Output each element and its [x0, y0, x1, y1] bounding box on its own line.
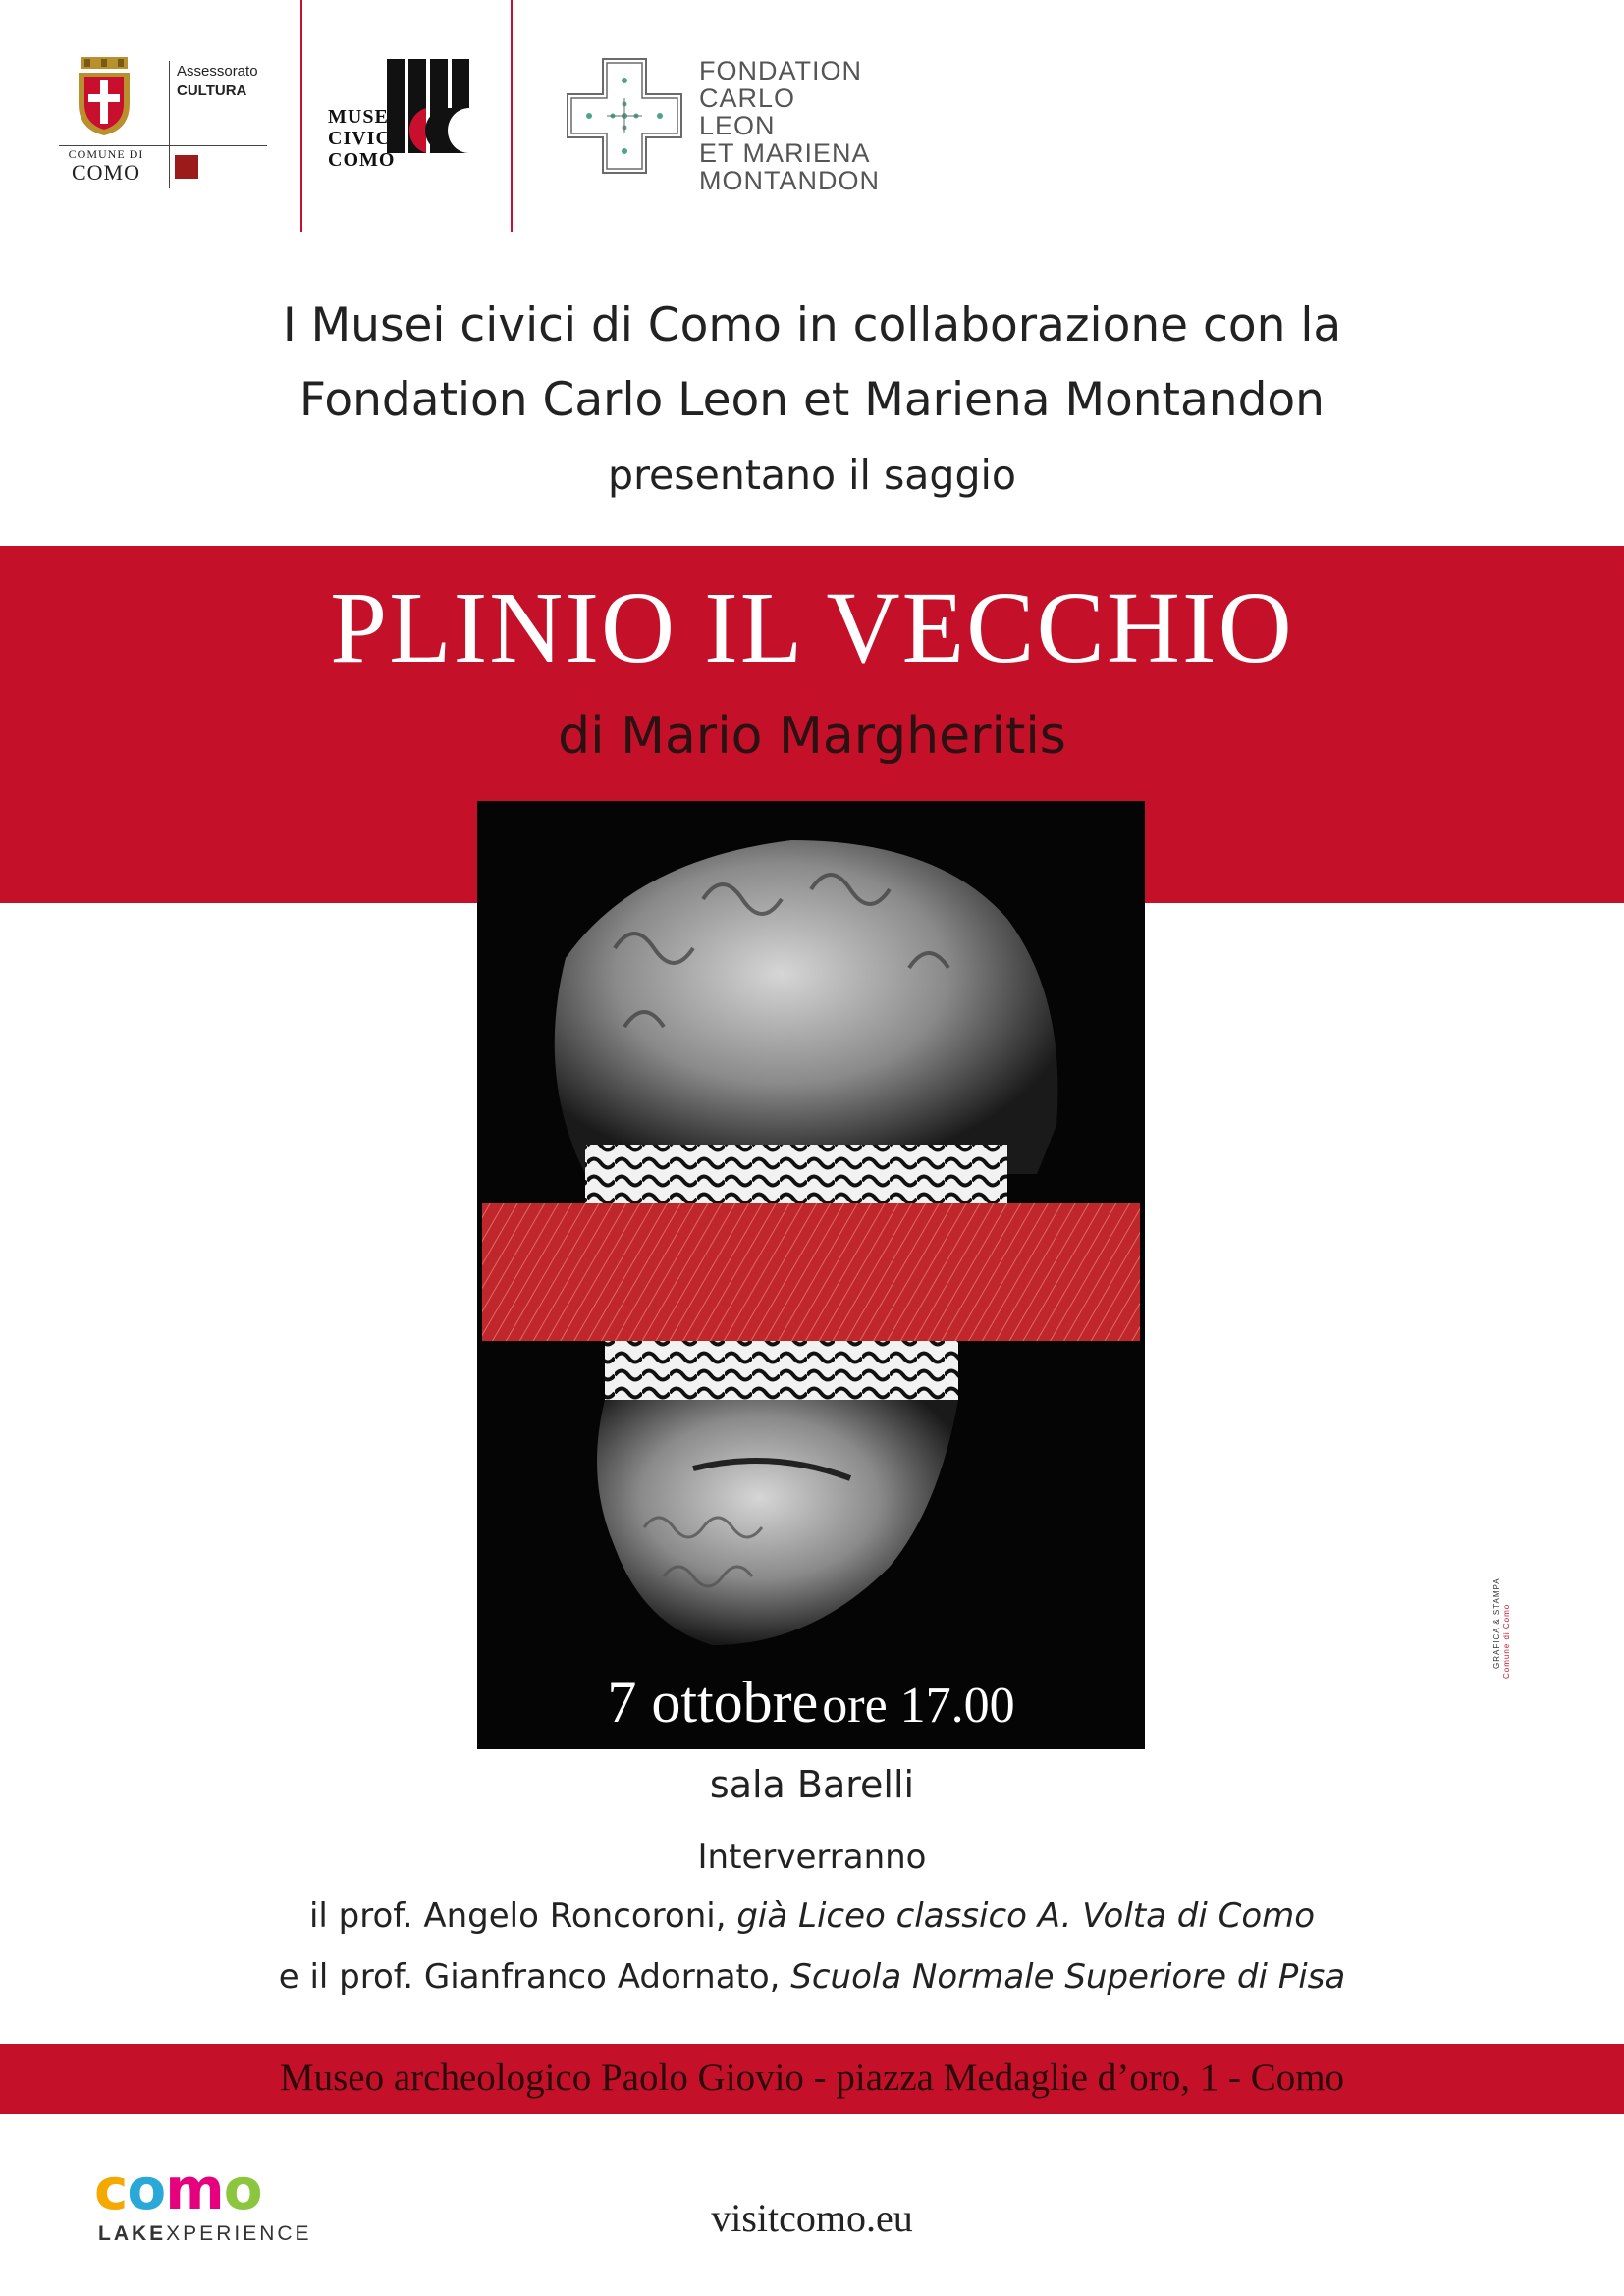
fondation-line-3: ET MARIENA [699, 138, 871, 168]
lake-text: LAKE [98, 2222, 167, 2245]
fondation-line-4: MONTANDON [699, 166, 880, 195]
speaker-1-name: il prof. Angelo Roncoroni, [308, 1896, 727, 1936]
speaker-1 [0, 1896, 1624, 1936]
musei-civici-text [328, 106, 400, 171]
header-divider-left [300, 0, 302, 232]
fondation-cross-icon [564, 55, 685, 177]
speaker-2-affiliation: Scuola Normale Superiore di Pisa [790, 1957, 1346, 1997]
event-date: 7 ottobre [607, 1670, 819, 1735]
fondation-text [699, 57, 880, 194]
como-logo-letter-m: m [165, 2156, 224, 2222]
author-line: di Mario Margheritis [558, 707, 1066, 766]
musei-line-1: MUSEI [328, 106, 398, 128]
assessorato-square-icon [175, 155, 198, 179]
website-link[interactable]: visitcomo.eu [711, 2196, 913, 2240]
fondation-line-2: CARLO LEON [699, 83, 796, 140]
page-title: PLINIO IL VECCHIO [330, 571, 1294, 684]
assessorato-vline [169, 61, 170, 188]
bust-artwork [477, 801, 1145, 1749]
event-room: sala Barelli [709, 1763, 915, 1806]
comune-di-label: COMUNE DI [68, 147, 144, 161]
print-credit-line-2: Comune di Como [1502, 1603, 1511, 1679]
intro-line-3: presentano il saggio [608, 452, 1016, 499]
venue-address: Museo archeologico Paolo Giovio - piazza Medaglie d’oro, 1 - Como [279, 2056, 1345, 2099]
bust-image [477, 801, 1145, 1749]
musei-line-2: CIVICI [328, 128, 400, 149]
intro-line-2: Fondation Carlo Leon et Mariena Montandon [299, 373, 1325, 427]
assessorato-label: Assessorato [177, 63, 258, 80]
coat-of-arms-icon [73, 57, 135, 137]
como-logo-letter-c: c [94, 2156, 128, 2222]
comune-como-label: COMO [71, 160, 140, 185]
print-credit-line-1: GRAFICA & STAMPA [1492, 1577, 1501, 1669]
como-logo-letter-o: o [127, 2156, 166, 2222]
event-date-time [477, 1669, 1145, 1736]
speakers-heading: Interverranno [697, 1838, 927, 1877]
speaker-1-affiliation: già Liceo classico A. Volta di Como [736, 1896, 1316, 1936]
speaker-2-name: e il prof. Gianfranco Adornato, [278, 1957, 781, 1997]
event-time: ore 17.00 [822, 1678, 1015, 1734]
intro-line-1: I Musei civici di Como in collaborazione con la [282, 298, 1342, 352]
experience-text: XPERIENCE [166, 2222, 312, 2245]
speaker-2 [0, 1957, 1624, 1997]
assessorato-hline [59, 145, 267, 146]
fondation-line-1: FONDATION [699, 56, 862, 85]
header-divider-right [511, 0, 513, 232]
musei-line-3: COMO [328, 149, 396, 171]
como-logo-letter-o2: o [223, 2156, 262, 2222]
cultura-label: CULTURA [177, 82, 247, 99]
